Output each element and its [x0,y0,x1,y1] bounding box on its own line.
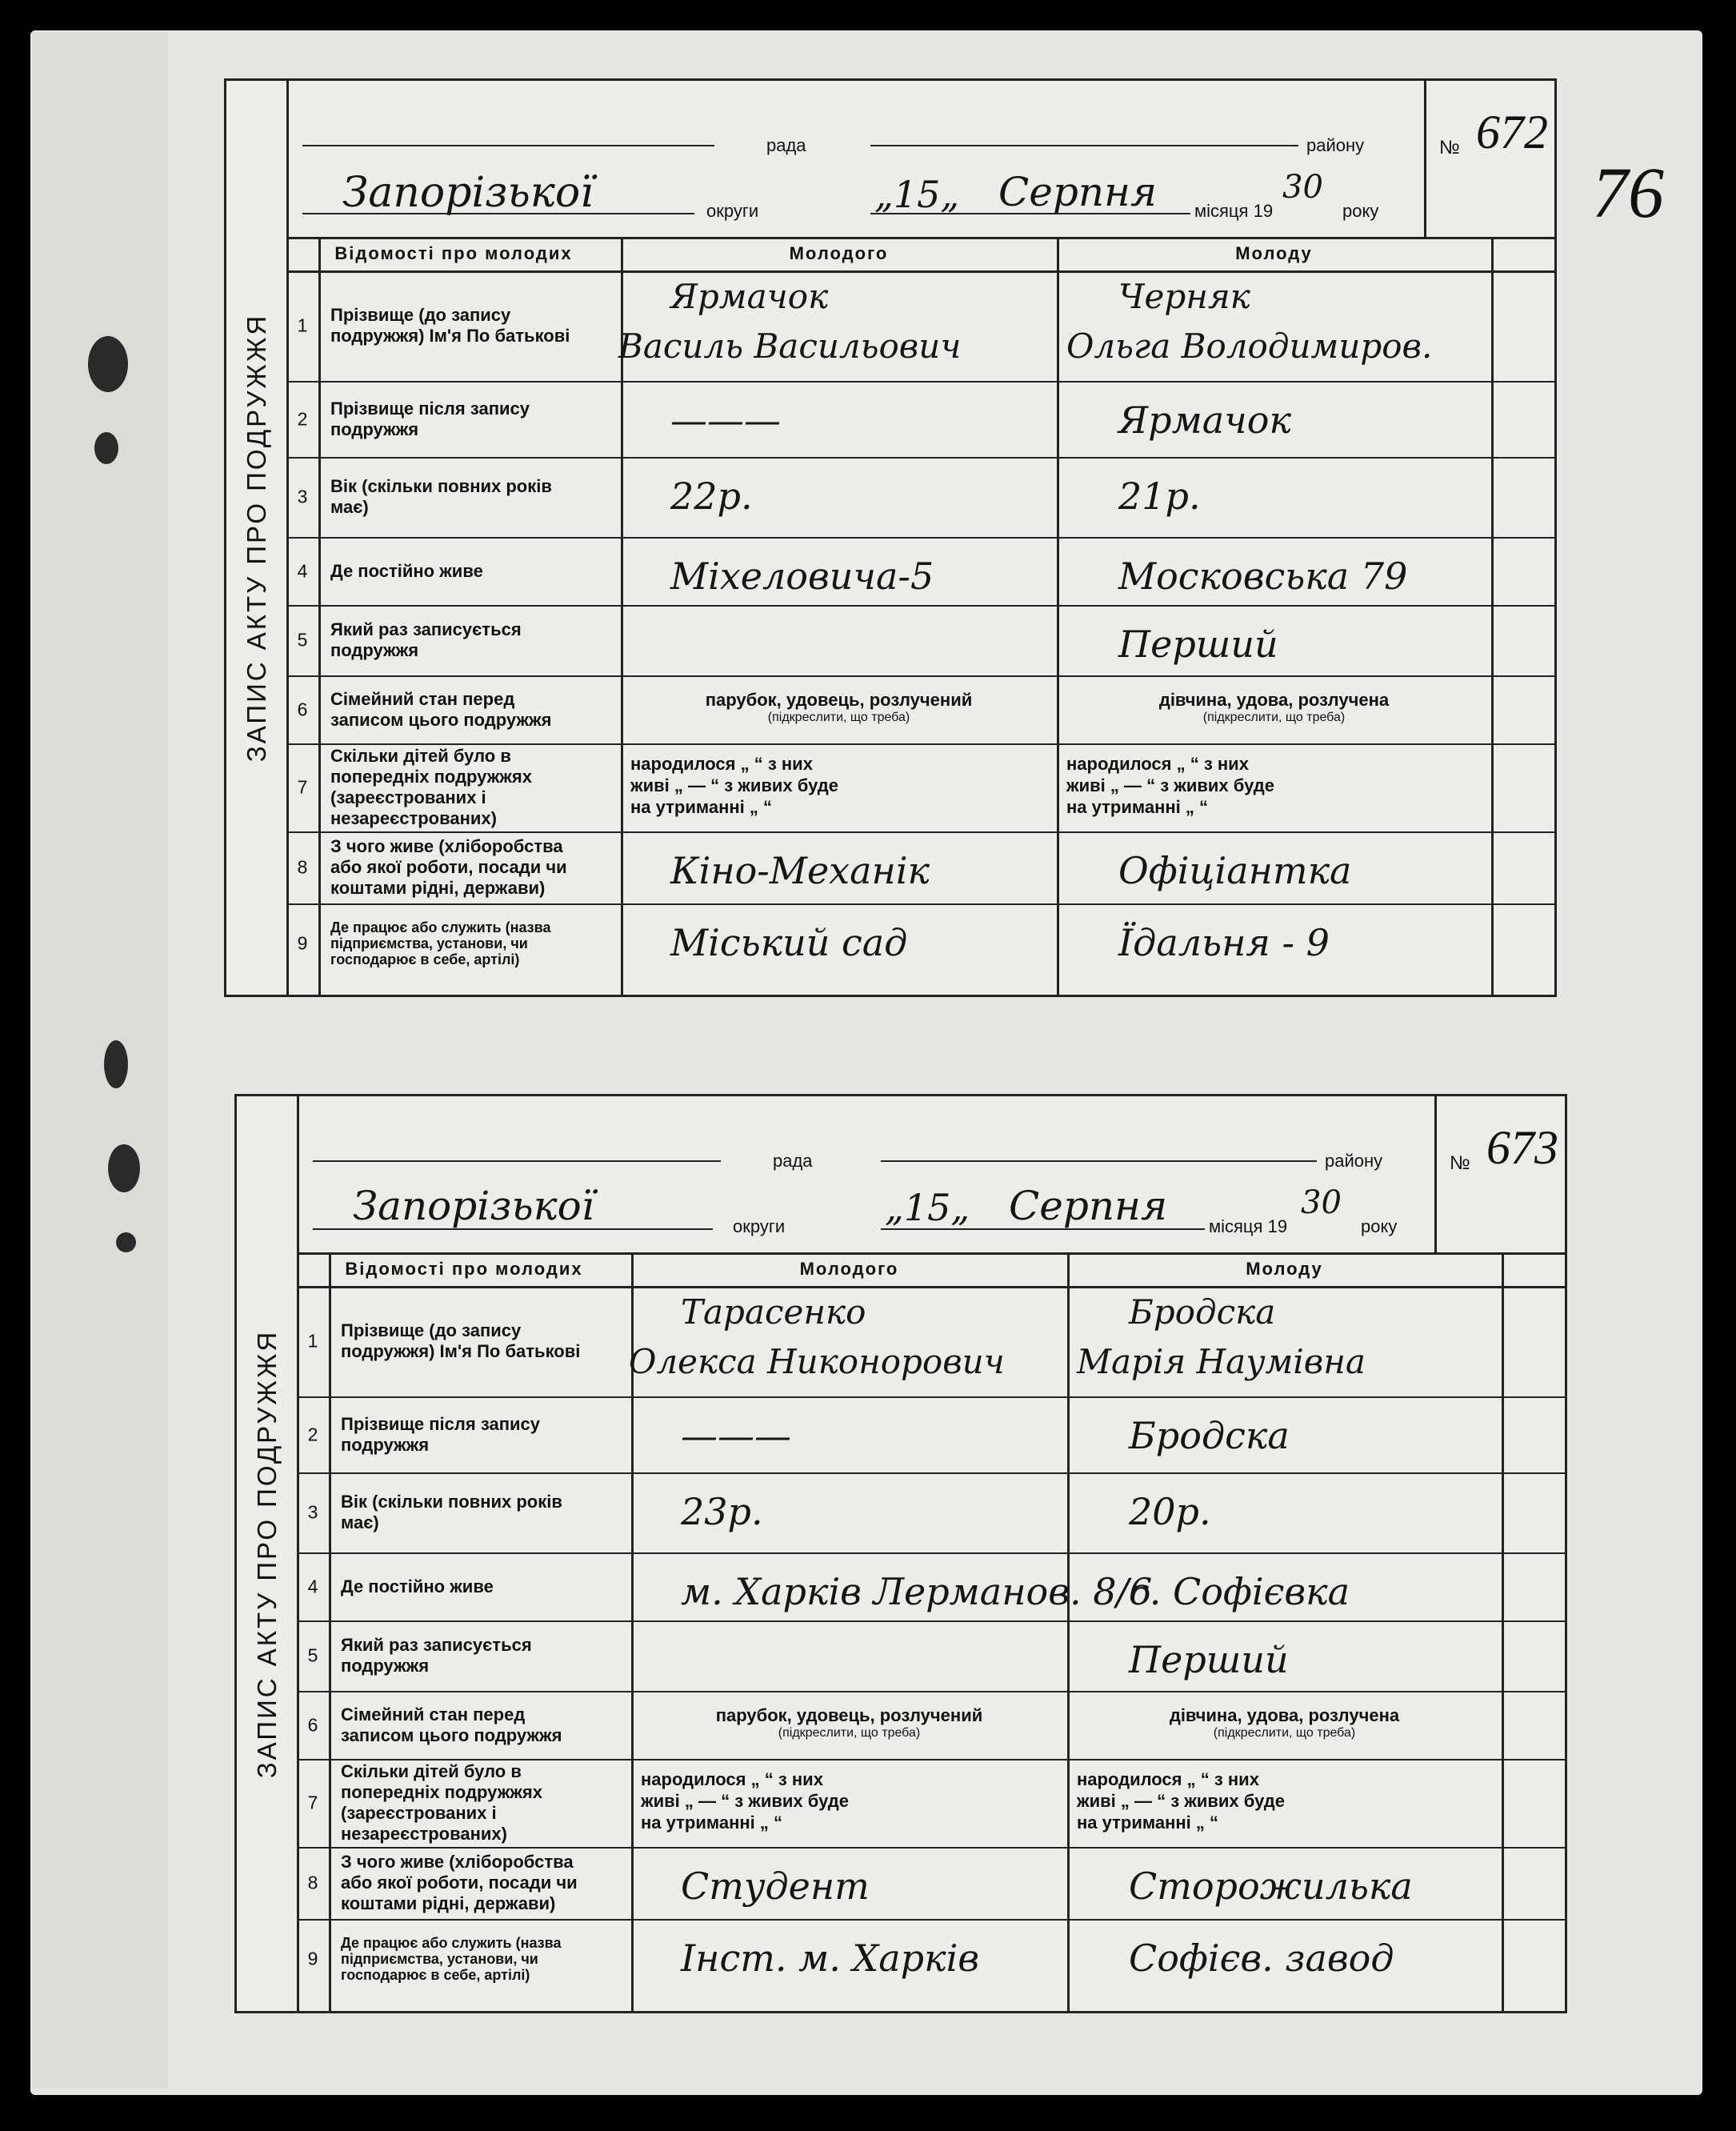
month-value: Серпня [1009,1183,1168,1229]
bride-value: Сторожилька [1129,1865,1413,1908]
row-number: 4 [297,560,308,581]
okrug-label: округи [706,201,759,221]
children-line: живі „ — “ з живих буде [1077,1791,1285,1811]
month-label: місяця 19 [1209,1216,1288,1236]
status-options: парубок, удовець, розлучений [705,690,973,710]
bride-value: Ольга Володимиров. [1066,326,1433,366]
okrug-label: округи [733,1216,786,1236]
table-row [297,1691,1565,1760]
row-label: Де постійно живе [330,560,483,581]
row-number: 1 [297,314,308,336]
record-header [286,81,1554,239]
year-value: 30 [1301,1184,1342,1221]
groom-value: Василь Васильович [618,326,962,366]
children-line: народилося „ “ з них [1066,754,1249,774]
record-number-box [1434,1096,1565,1252]
children-line: народилося „ “ з них [630,754,813,774]
row-label: Скільки дітей було в попередніх подружжях (зареєстрованих і незареєстрованих) [341,1761,542,1844]
row-number: 5 [307,1644,318,1666]
row-number: 3 [307,1501,318,1523]
number-label: № [1450,1152,1470,1174]
table-row [297,1847,1565,1921]
bride-marital-status [1057,690,1491,725]
status-note: (підкреслити, що треба) [778,1726,921,1740]
row-number: 2 [297,408,308,429]
table-row [297,1286,1565,1398]
children-line: на утриманні „ “ [1077,1813,1219,1833]
row-number: 7 [307,1792,318,1813]
row-label: З чого живе (хліборобства або якої роботи, посади чи коштами рідні, держави) [341,1852,578,1913]
side-title: ЗАПИС АКТУ ПРО ПОДРУЖЖЯ [226,81,289,995]
row-label: Сімейний стан перед записом цього подружжя [330,688,552,730]
status-note: (підкреслити, що треба) [767,711,910,724]
bride-value: Московська 79 [1118,555,1408,598]
children-line: живі „ — “ з живих буде [1066,775,1274,795]
col-groom-header: Молодого [631,1252,1067,1288]
bride-value: Перший [1118,623,1278,666]
groom-children-field [641,1768,849,1833]
table-row [297,1396,1565,1474]
children-line: живі „ — “ з живих буде [630,775,838,795]
month-label: місяця 19 [1194,201,1274,221]
groom-children-field [630,753,838,818]
margin-mark: 76 [1592,154,1664,233]
table-row [286,605,1554,677]
groom-value: Міхеловича-5 [670,555,934,598]
marriage-record-672 [224,78,1557,997]
groom-value: 22р. [670,475,753,518]
groom-value: Студент [681,1865,870,1908]
row-label: Скільки дітей було в попередніх подружжях (зареєстрованих і незареєстрованих) [330,746,532,828]
groom-value: Тарасенко [681,1292,866,1332]
punch-hole [108,1144,140,1192]
groom-value: ——— [670,399,781,442]
bride-value: Ярмачок [1118,399,1291,442]
table-row [297,1620,1565,1692]
groom-value: Інст. м. Харків [681,1937,980,1980]
bride-value: Бродска [1129,1414,1290,1457]
row-number: 8 [307,1872,318,1893]
col-groom-header: Молодого [621,237,1057,273]
row-number: 9 [297,932,308,954]
children-line: на утриманні „ “ [1066,797,1209,817]
row-label: Який раз записується подружжя [330,619,522,660]
bride-children-field [1066,753,1274,818]
row-label: Сімейний стан перед записом цього подружжя [341,1704,562,1745]
table-row [286,831,1554,905]
table-row [286,903,1554,983]
groom-value: Міський сад [670,921,908,964]
bride-value: Офіціантка [1118,849,1352,892]
row-number: 8 [297,856,308,878]
number-label: № [1439,137,1460,158]
children-line: народилося „ “ з них [641,1769,823,1789]
okrug-value: Запорізької [342,169,594,217]
rada-label: рада [766,135,806,155]
bride-value: 21р. [1118,475,1201,518]
col-info-header: Відомості про молодих [286,237,621,273]
groom-value: Кіно-Механік [670,849,930,892]
row-label: Де працює або служить (назва підприємства, установи, чи господарює в себе, артілі) [330,919,551,967]
table-row [286,537,1554,607]
status-note: (підкреслити, що треба) [1213,1726,1356,1740]
children-line: народилося „ “ з них [1077,1769,1259,1789]
groom-value: м. Харків Лерманов. 8/6 [681,1570,1153,1613]
bride-value: Марія Наумівна [1077,1342,1366,1381]
row-label: Де працює або служить (назва підприємства, установи, чи господарює в себе, артілі) [341,1935,562,1983]
bride-value: Перший [1129,1638,1289,1681]
bride-value: 20р. [1129,1490,1211,1533]
punch-hole [94,432,118,464]
groom-value: 23р. [681,1490,763,1533]
record-table [286,237,1554,995]
table-row [297,1472,1565,1554]
bride-value: Софієв. завод [1129,1937,1394,1980]
table-row [286,381,1554,459]
row-number: 9 [307,1948,318,1969]
groom-value: ——— [681,1414,791,1457]
row-number: 1 [307,1330,318,1352]
table-row [297,1919,1565,1999]
bride-value: Бродска [1129,1292,1276,1332]
side-title: ЗАПИС АКТУ ПРО ПОДРУЖЖЯ [237,1096,299,2011]
table-row [286,675,1554,745]
row-label: Прізвище (до запису подружжя) Ім'я По батькові [330,305,570,346]
status-options: дівчина, удова, розлучена [1169,1705,1400,1725]
row-label: Де постійно живе [341,1576,494,1596]
row-label: Прізвище після запису подружжя [341,1413,540,1455]
year-label: року [1342,201,1379,221]
children-line: живі „ — “ з живих буде [641,1791,849,1811]
table-row [286,457,1554,539]
punch-hole [116,1232,136,1252]
raion-label: району [1325,1151,1383,1171]
record-number: 673 [1486,1121,1558,1174]
row-label: Вік (скільки повних років має) [341,1492,562,1532]
row-number: 3 [297,486,308,507]
bride-value: с. Софієвка [1129,1570,1350,1613]
raion-label: району [1306,135,1365,155]
row-label: Вік (скільки повних років має) [330,476,552,517]
bride-value: Черняк [1118,277,1250,316]
groom-value: Олекса Никонорович [629,1342,1005,1381]
record-table [297,1252,1565,2011]
groom-value: Ярмачок [670,277,829,316]
groom-marital-status [621,690,1057,725]
record-header [297,1096,1565,1255]
col-bride-header: Молоду [1057,237,1491,273]
table-row [297,1759,1565,1849]
row-number: 7 [297,776,308,798]
punch-hole [88,336,128,392]
col-info-header: Відомості про молодих [297,1252,631,1288]
row-label: Прізвище (до запису подружжя) Ім'я По батькові [341,1320,581,1361]
row-number: 6 [307,1714,318,1735]
groom-marital-status [631,1705,1067,1740]
table-row [297,1552,1565,1622]
row-number: 5 [297,629,308,651]
day-value: „15„ [885,1186,970,1229]
status-options: дівчина, удова, розлучена [1158,690,1390,710]
year-label: року [1361,1216,1398,1236]
row-number: 4 [307,1576,318,1596]
row-label: Який раз записується подружжя [341,1635,532,1676]
status-note: (підкреслити, що треба) [1202,711,1346,724]
row-number: 6 [297,699,308,719]
record-number: 672 [1476,106,1548,158]
row-number: 2 [307,1424,318,1444]
children-line: на утриманні „ “ [641,1813,783,1833]
rada-label: рада [773,1151,813,1171]
month-value: Серпня [998,169,1158,215]
bride-value: Їдальня - 9 [1118,921,1330,964]
record-number-box [1424,81,1554,237]
status-options: парубок, удовець, розлучений [715,1705,983,1725]
col-bride-header: Молоду [1067,1252,1502,1288]
bride-marital-status [1067,1705,1502,1740]
row-label: Прізвище після запису подружжя [330,398,530,439]
table-row [286,270,1554,383]
row-label: З чого живе (хліборобства або якої роботи, посади чи коштами рідні, держави) [330,836,567,898]
day-value: „15„ [874,173,960,216]
year-value: 30 [1282,169,1323,206]
table-row [286,743,1554,833]
okrug-value: Запорізької [353,1183,594,1229]
children-line: на утриманні „ “ [630,797,773,817]
punch-hole [104,1040,128,1088]
bride-children-field [1077,1768,1285,1833]
marriage-record-673 [234,1094,1567,2013]
